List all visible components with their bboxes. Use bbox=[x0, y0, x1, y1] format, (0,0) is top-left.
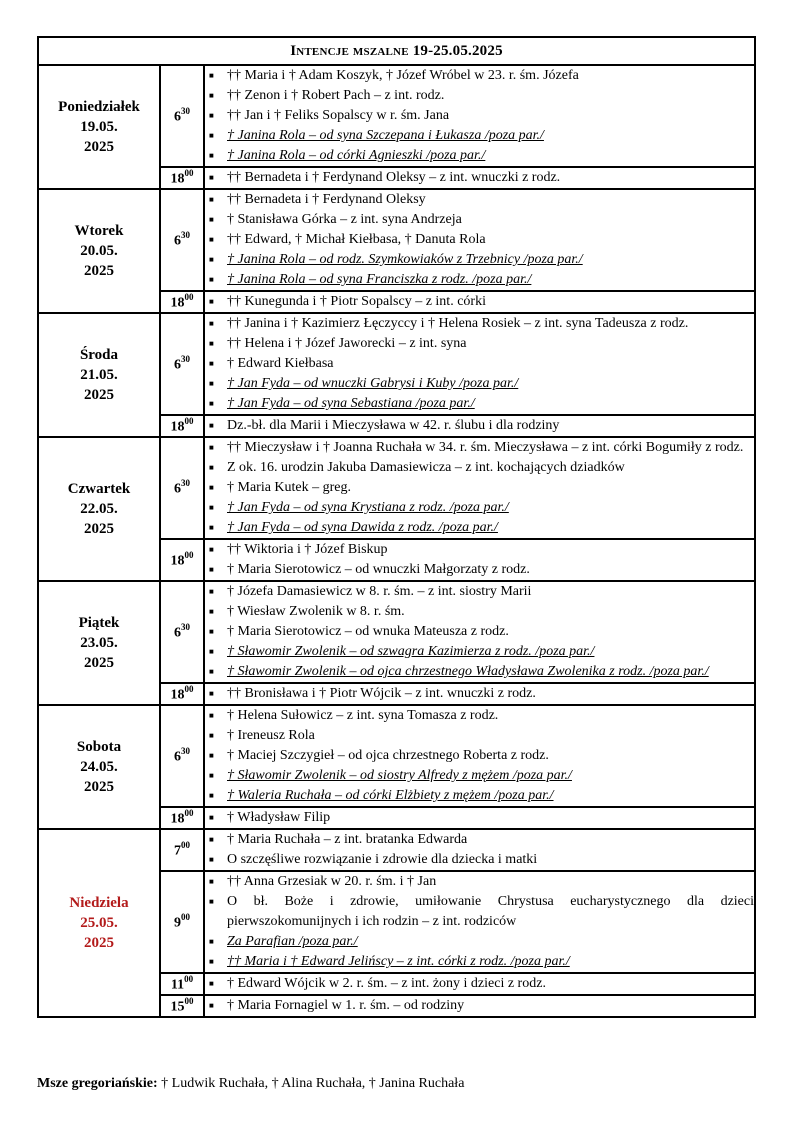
mass-time bbox=[160, 807, 204, 829]
mass-hour: 6 bbox=[174, 233, 181, 249]
intention-list bbox=[205, 66, 754, 166]
mass-row bbox=[38, 65, 755, 167]
intention-cell bbox=[204, 871, 755, 973]
mass-time bbox=[160, 167, 204, 189]
intention-list bbox=[205, 540, 754, 580]
day-name: Wtorek bbox=[74, 223, 124, 239]
day-name: Czwartek bbox=[67, 481, 131, 497]
intention-cell bbox=[204, 65, 755, 167]
mass-hour: 15 bbox=[170, 999, 185, 1015]
mass-time bbox=[160, 995, 204, 1017]
intention-list bbox=[205, 830, 754, 870]
mass-time bbox=[160, 973, 204, 995]
intention-cell bbox=[204, 581, 755, 683]
intention-list bbox=[205, 190, 754, 290]
intention-item: ■ †† Jan i † Feliks Sopalscy w r. śm. Jana bbox=[205, 106, 754, 126]
mass-minute: 30 bbox=[181, 353, 190, 364]
intention-item: ■ † Maciej Szczygieł – od ojca chrzestnego Roberta z rodz. bbox=[205, 746, 754, 766]
day-cell bbox=[38, 65, 160, 189]
day-name: Środa bbox=[79, 347, 119, 363]
intention-item: ■ † Janina Rola – od córki Agnieszki /poza par./ bbox=[205, 146, 754, 166]
day-name: Poniedziałek bbox=[58, 99, 140, 115]
day-date: 22.05. bbox=[80, 501, 118, 517]
mass-time bbox=[160, 683, 204, 705]
mass-minute: 00 bbox=[181, 839, 190, 850]
intention-list bbox=[205, 808, 754, 828]
intention-list bbox=[205, 582, 754, 682]
mass-hour: 18 bbox=[170, 553, 185, 569]
intention-item: ■ † Sławomir Zwolenik – od ojca chrzestnego Władysława Zwolenika z rodz. /poza par./ bbox=[205, 662, 754, 682]
intention-item: ■ † Janina Rola – od rodz. Szymkowiaków z Trzebnicy /poza par./ bbox=[205, 250, 754, 270]
intention-item: ■ † Wiesław Zwolenik w 8. r. śm. bbox=[205, 602, 754, 622]
intention-item: ■ † Jan Fyda – od syna Sebastiana /poza par./ bbox=[205, 394, 754, 414]
intention-item: ■ †† Bronisława i † Piotr Wójcik – z int. wnuczki z rodz. bbox=[205, 684, 754, 704]
intention-item: ■ †† Maria i † Edward Jelińscy – z int. córki z rodz. /poza par./ bbox=[205, 952, 754, 972]
intention-item: ■ † Władysław Filip bbox=[205, 808, 754, 828]
intention-item: ■ † Jan Fyda – od syna Dawida z rodz. /poza par./ bbox=[205, 518, 754, 538]
intention-cell bbox=[204, 995, 755, 1017]
mass-minute: 00 bbox=[184, 995, 194, 1006]
mass-row bbox=[38, 581, 755, 683]
day-name: Piątek bbox=[78, 615, 120, 631]
mass-minute: 00 bbox=[184, 807, 194, 818]
day-cell bbox=[38, 437, 160, 581]
mass-hour: 6 bbox=[174, 625, 181, 641]
day-year: 2025 bbox=[84, 655, 114, 671]
mass-minute: 30 bbox=[181, 229, 190, 240]
mass-time bbox=[160, 539, 204, 581]
mass-row bbox=[38, 313, 755, 415]
title-main: Intencje mszalne bbox=[290, 42, 409, 59]
intention-item: ■ †† Anna Grzesiak w 20. r. śm. i † Jan bbox=[205, 872, 754, 892]
intention-list bbox=[205, 292, 754, 312]
mass-time bbox=[160, 291, 204, 313]
intention-cell bbox=[204, 683, 755, 705]
mass-hour: 9 bbox=[174, 915, 181, 931]
intention-list bbox=[205, 168, 754, 188]
mass-minute: 00 bbox=[184, 415, 194, 426]
intention-item: ■ † Maria Ruchała – z int. bratanka Edwarda bbox=[205, 830, 754, 850]
mass-minute: 00 bbox=[184, 291, 194, 302]
mass-time bbox=[160, 581, 204, 683]
mass-hour: 6 bbox=[174, 109, 181, 125]
intention-item: ■ † Józefa Damasiewicz w 8. r. śm. – z int. siostry Marii bbox=[205, 582, 754, 602]
intentions-body bbox=[38, 37, 755, 1017]
intention-list bbox=[205, 974, 754, 994]
intention-item: ■ † Maria Sierotowicz – od wnuczki Małgorzaty z rodz. bbox=[205, 560, 754, 580]
mass-hour: 7 bbox=[174, 843, 181, 859]
mass-minute: 30 bbox=[181, 621, 190, 632]
day-cell bbox=[38, 581, 160, 705]
mass-time bbox=[160, 705, 204, 807]
mass-minute: 00 bbox=[184, 549, 194, 560]
day-date: 23.05. bbox=[80, 635, 118, 651]
title-row bbox=[38, 37, 755, 65]
mass-row bbox=[38, 189, 755, 291]
intention-cell bbox=[204, 291, 755, 313]
day-date: 21.05. bbox=[80, 367, 118, 383]
intention-item: ■ †† Bernadeta i † Ferdynand Oleksy bbox=[205, 190, 754, 210]
intention-item: ■ † Edward Wójcik w 2. r. śm. – z int. żony i dzieci z rodz. bbox=[205, 974, 754, 994]
mass-minute: 30 bbox=[181, 745, 190, 756]
mass-hour: 6 bbox=[174, 481, 181, 497]
intention-item: ■ † Maria Kutek – greg. bbox=[205, 478, 754, 498]
mass-minute: 00 bbox=[184, 167, 194, 178]
mass-hour: 11 bbox=[170, 977, 185, 993]
intention-item: ■ † Sławomir Zwolenik – od szwagra Kazimierza z rodz. /poza par./ bbox=[205, 642, 754, 662]
intention-list bbox=[205, 872, 754, 972]
day-cell bbox=[38, 705, 160, 829]
mass-row bbox=[38, 829, 755, 871]
mass-hour: 6 bbox=[174, 749, 181, 765]
intention-item: ■ †† Bernadeta i † Ferdynand Oleksy – z int. wnuczki z rodz. bbox=[205, 168, 754, 188]
intention-list bbox=[205, 438, 754, 538]
intention-item: ■ † Jan Fyda – od syna Krystiana z rodz. /poza par./ bbox=[205, 498, 754, 518]
intention-cell bbox=[204, 807, 755, 829]
mass-hour: 18 bbox=[170, 171, 185, 187]
mass-time bbox=[160, 313, 204, 415]
intention-item: ■ †† Zenon i † Robert Pach – z int. rodz. bbox=[205, 86, 754, 106]
intention-list bbox=[205, 314, 754, 414]
intention-item: ■ † Janina Rola – od syna Franciszka z rodz. /poza par./ bbox=[205, 270, 754, 290]
intention-item: ■ † Helena Sułowicz – z int. syna Tomasza z rodz. bbox=[205, 706, 754, 726]
gregorian-label: Msze gregoriańskie: bbox=[37, 1076, 158, 1091]
intention-item: ■ † Janina Rola – od syna Szczepana i Łukasza /poza par./ bbox=[205, 126, 754, 146]
intention-item: ■ O bł. Boże i zdrowie, umiłowanie Chrystusa eucharystycznego dla dzieci pierwszokomunijnych i ich rodzin – z int. rodziców bbox=[205, 892, 754, 932]
day-year: 2025 bbox=[84, 779, 114, 795]
day-date: 20.05. bbox=[80, 243, 118, 259]
intention-cell bbox=[204, 415, 755, 437]
mass-minute: 00 bbox=[184, 973, 194, 984]
intention-cell bbox=[204, 705, 755, 807]
day-year: 2025 bbox=[84, 521, 114, 537]
mass-minute: 00 bbox=[181, 911, 190, 922]
intention-cell bbox=[204, 973, 755, 995]
intentions-table bbox=[37, 36, 756, 1018]
mass-hour: 18 bbox=[170, 687, 185, 703]
intention-item: ■ † Sławomir Zwolenik – od siostry Alfredy z mężem /poza par./ bbox=[205, 766, 754, 786]
intention-item: ■ Z ok. 16. urodzin Jakuba Damasiewicza – z int. kochających dziadków bbox=[205, 458, 754, 478]
intention-cell bbox=[204, 437, 755, 539]
intention-item: ■ †† Mieczysław i † Joanna Ruchała w 34. r. śm. Mieczysława – z int. córki Bogumiły z rodz. bbox=[205, 438, 754, 458]
intention-item: ■ Dz.-bł. dla Marii i Mieczysława w 42. r. ślubu i dla rodziny bbox=[205, 416, 754, 436]
intention-item: ■ †† Maria i † Adam Koszyk, † Józef Wróbel w 23. r. śm. Józefa bbox=[205, 66, 754, 86]
mass-time bbox=[160, 65, 204, 167]
intention-item: ■ † Stanisława Górka – z int. syna Andrzeja bbox=[205, 210, 754, 230]
intention-cell bbox=[204, 167, 755, 189]
intention-item: ■ Za Parafian /poza par./ bbox=[205, 932, 754, 952]
intention-item: ■ †† Helena i † Józef Jaworecki – z int. syna bbox=[205, 334, 754, 354]
day-date: 25.05. bbox=[80, 915, 118, 931]
intention-cell bbox=[204, 829, 755, 871]
mass-time bbox=[160, 437, 204, 539]
intention-list bbox=[205, 996, 754, 1016]
intention-cell bbox=[204, 189, 755, 291]
gregorian-masses bbox=[37, 1076, 464, 1092]
intention-list bbox=[205, 684, 754, 704]
mass-minute: 30 bbox=[181, 477, 190, 488]
mass-hour: 6 bbox=[174, 357, 181, 373]
day-year: 2025 bbox=[84, 263, 114, 279]
intention-item: ■ † Ireneusz Rola bbox=[205, 726, 754, 746]
mass-row bbox=[38, 437, 755, 539]
mass-hour: 18 bbox=[170, 419, 185, 435]
day-cell bbox=[38, 313, 160, 437]
intention-item: ■ †† Wiktoria i † Józef Biskup bbox=[205, 540, 754, 560]
intention-list bbox=[205, 706, 754, 806]
mass-hour: 18 bbox=[170, 811, 185, 827]
mass-time bbox=[160, 871, 204, 973]
intention-item: ■ † Edward Kiełbasa bbox=[205, 354, 754, 374]
mass-minute: 30 bbox=[181, 105, 190, 116]
intention-item: ■ O szczęśliwe rozwiązanie i zdrowie dla dziecka i matki bbox=[205, 850, 754, 870]
title-dates: 19-25.05.2025 bbox=[412, 42, 503, 59]
intention-cell bbox=[204, 539, 755, 581]
intention-item: ■ † Maria Fornagiel w 1. r. śm. – od rodziny bbox=[205, 996, 754, 1016]
intention-item: ■ † Jan Fyda – od wnuczki Gabrysi i Kuby /poza par./ bbox=[205, 374, 754, 394]
intention-item: ■ †† Kunegunda i † Piotr Sopalscy – z int. córki bbox=[205, 292, 754, 312]
day-year: 2025 bbox=[84, 139, 114, 155]
day-name: Niedziela bbox=[69, 895, 129, 911]
gregorian-text: † Ludwik Ruchała, † Alina Ruchała, † Janina Ruchała bbox=[161, 1076, 465, 1091]
day-year: 2025 bbox=[84, 935, 114, 951]
mass-minute: 00 bbox=[184, 683, 194, 694]
day-date: 19.05. bbox=[80, 119, 118, 135]
intention-cell bbox=[204, 313, 755, 415]
day-cell bbox=[38, 189, 160, 313]
intention-item: ■ † Maria Sierotowicz – od wnuka Mateusza z rodz. bbox=[205, 622, 754, 642]
day-year: 2025 bbox=[84, 387, 114, 403]
mass-hour: 18 bbox=[170, 295, 185, 311]
intention-item: ■ †† Janina i † Kazimierz Łęczyccy i † Helena Rosiek – z int. syna Tadeusza z rodz. bbox=[205, 314, 754, 334]
mass-time bbox=[160, 829, 204, 871]
intention-item: ■ † Waleria Ruchała – od córki Elżbiety z mężem /poza par./ bbox=[205, 786, 754, 806]
mass-row bbox=[38, 705, 755, 807]
table-title bbox=[38, 37, 755, 65]
mass-time bbox=[160, 415, 204, 437]
day-name: Sobota bbox=[76, 739, 122, 755]
intention-list bbox=[205, 416, 754, 436]
mass-time bbox=[160, 189, 204, 291]
day-date: 24.05. bbox=[80, 759, 118, 775]
day-cell bbox=[38, 829, 160, 1017]
intention-item: ■ †† Edward, † Michał Kiełbasa, † Danuta Rola bbox=[205, 230, 754, 250]
